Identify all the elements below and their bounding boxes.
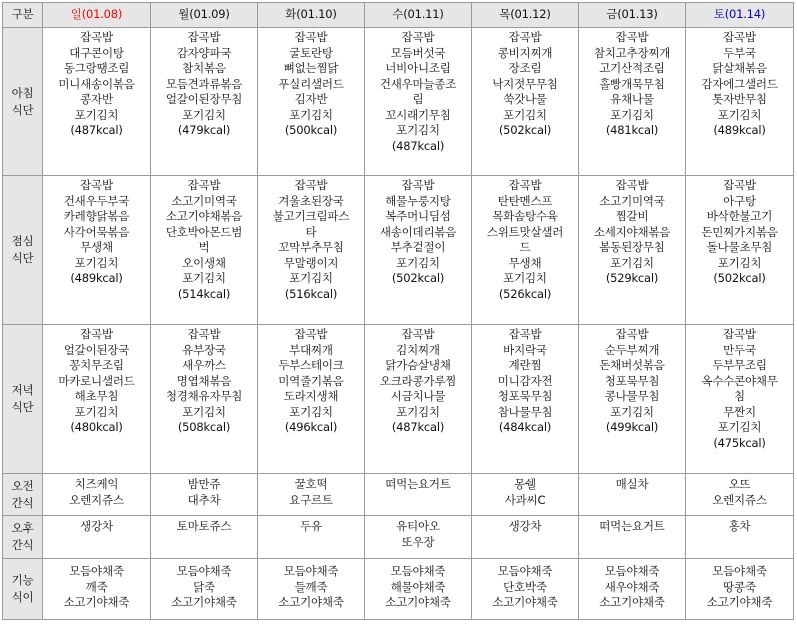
menu-item: (487kcal) xyxy=(391,420,445,434)
menu-item: 침 xyxy=(734,389,745,403)
menu-item: 청포묵무침 xyxy=(497,389,553,403)
menu-item: 대추차 xyxy=(187,492,221,507)
menu-item: 잡곡밥 xyxy=(294,327,328,341)
menu-item: 포기김치 xyxy=(717,107,762,122)
menu-item: 포기김치 xyxy=(74,404,119,419)
dinner-cell-thu xyxy=(472,325,579,474)
breakfast-category-label xyxy=(3,28,43,176)
menu-item: 청포묵무침 xyxy=(604,373,660,388)
dinner-row xyxy=(3,325,794,474)
menu-item: 미니새송이볶음 xyxy=(58,76,135,91)
weekly-menu-table xyxy=(2,2,794,620)
category-label-text xyxy=(8,478,38,512)
menu-item: 시금치나물 xyxy=(390,389,446,403)
menu-item: 건새우두부국 xyxy=(63,193,130,208)
menu-item: 참나물무침 xyxy=(497,404,553,419)
lunch-cell-sat xyxy=(686,176,794,325)
menu-item: 봄동된장무침 xyxy=(599,240,665,254)
breakfast-cell-tue xyxy=(258,28,365,176)
menu-item: 잡곡밥 xyxy=(401,178,435,192)
menu-item: 새송이데리볶음 xyxy=(379,224,457,239)
menu-item: 잡곡밥 xyxy=(294,178,328,192)
pmsnack-cell-sat xyxy=(686,516,794,559)
dinner-cell-fri xyxy=(579,325,686,474)
menu-item: 순두부찌개 xyxy=(604,342,660,357)
pmsnack-row xyxy=(3,516,794,559)
pmsnack-cell-thu xyxy=(472,516,579,559)
menu-item: 포기김치 xyxy=(503,271,547,285)
menu-item: 잡곡밥 xyxy=(294,30,328,44)
menu-item: 스위트맛살샐러 xyxy=(486,224,564,239)
menu-item: 명엽채볶음 xyxy=(176,373,232,388)
day-header-sat: 토(01.14) xyxy=(686,3,794,28)
category-label-text xyxy=(8,572,38,606)
menu-item: 소고기야채볶음 xyxy=(165,209,243,223)
day-header-sun: 일(01.08) xyxy=(43,3,151,28)
menu-item: 잡곡밥 xyxy=(723,327,756,341)
menu-item: 감자에그샐러드 xyxy=(701,76,778,91)
menu-item: (529kcal) xyxy=(605,271,659,285)
menu-item: 소고기야채죽 xyxy=(492,595,558,609)
menu-item: 포기김치 xyxy=(182,271,226,285)
menu-item: 잡곡밥 xyxy=(723,178,756,192)
menu-item: 단호박죽 xyxy=(503,579,547,594)
menu-item: 해물누룽지탕 xyxy=(385,193,451,208)
menu-item: 홀빵개묵무침 xyxy=(599,76,665,91)
day-header-wed: 수(01.11) xyxy=(365,3,472,28)
pmsnack-cell-tue xyxy=(258,516,365,559)
breakfast-cell-wed xyxy=(365,28,472,176)
menu-item: 오뜨 xyxy=(728,477,751,491)
menu-item: (526kcal) xyxy=(498,286,552,301)
menu-item: (496kcal) xyxy=(284,420,338,434)
menu-item: 포기김치 xyxy=(717,255,762,270)
menu-item: 돌나물초무침 xyxy=(706,240,773,254)
menu-item: 들깨죽 xyxy=(294,579,328,594)
menu-item: 포기김치 xyxy=(289,404,333,419)
menu-item: 푸실리샐러드 xyxy=(278,76,344,91)
menu-item: 포기김치 xyxy=(610,107,654,122)
special-cell-thu xyxy=(472,559,579,620)
menu-item: 치즈케익 xyxy=(74,477,119,491)
breakfast-cell-sat xyxy=(686,28,794,176)
menu-item: (502kcal) xyxy=(498,123,552,137)
menu-item: 모듬야채죽 xyxy=(69,564,124,578)
amsnack-row xyxy=(3,474,794,516)
lunch-cell-sun xyxy=(43,176,151,325)
weekly-menu-container xyxy=(2,2,794,620)
lunch-cell-mon xyxy=(151,176,258,325)
day-header-mon: 월(01.09) xyxy=(151,3,258,28)
menu-item: 굴토란탕 xyxy=(289,45,333,60)
category-label-line: 기능 xyxy=(11,573,34,587)
menu-item: 잡곡밥 xyxy=(80,327,113,341)
category-label-line: 아침 xyxy=(11,85,34,100)
menu-item: 꿀호떡 xyxy=(294,477,328,491)
menu-item: 참치고추장찌개 xyxy=(593,45,671,60)
menu-item: 잡곡밥 xyxy=(615,178,649,192)
dinner-cell-tue xyxy=(258,325,365,474)
category-label-text xyxy=(8,233,38,267)
dinner-cell-sun xyxy=(43,325,151,474)
menu-item: 두부무조림 xyxy=(712,358,767,372)
breakfast-cell-fri xyxy=(579,28,686,176)
dinner-category-label xyxy=(3,325,43,474)
menu-item: 매실차 xyxy=(615,477,649,491)
menu-item: 오이생채 xyxy=(182,255,226,270)
menu-item: 포기김치 xyxy=(396,123,440,137)
menu-item: 쑥갓나물 xyxy=(503,92,547,106)
menu-item: 미역줄기볶음 xyxy=(278,373,344,388)
menu-item: 해초무침 xyxy=(74,389,119,403)
menu-item: 아구탕 xyxy=(723,193,756,208)
menu-item: 타 xyxy=(305,224,317,239)
menu-item: 유티아오 xyxy=(396,519,440,533)
menu-item: 잡곡밥 xyxy=(187,178,221,192)
menu-item: 너비아니조림 xyxy=(385,61,451,75)
menu-item: 땅콩죽 xyxy=(723,579,756,594)
menu-item: 탄탄멘스프 xyxy=(497,193,553,208)
menu-item: 포기김치 xyxy=(74,255,119,270)
lunch-cell-wed xyxy=(365,176,472,325)
pmsnack-cell-mon xyxy=(151,516,258,559)
menu-item: 닭살채볶음 xyxy=(712,61,767,75)
menu-item: 소고기야채죽 xyxy=(63,595,130,609)
menu-item: 콩비지찌개 xyxy=(497,45,553,60)
day-header-tue: 화(01.10) xyxy=(258,3,365,28)
lunch-row xyxy=(3,176,794,325)
menu-item: 포기김치 xyxy=(289,107,333,122)
menu-item: 만두국 xyxy=(723,342,756,357)
menu-body xyxy=(3,28,794,620)
menu-item: 잡곡밥 xyxy=(615,30,649,44)
menu-item: 장조림 xyxy=(508,61,542,75)
menu-item: 건새우마늘종조 xyxy=(379,76,457,91)
menu-item: 감자양파국 xyxy=(176,45,232,60)
menu-item: 도라지생채 xyxy=(283,389,339,403)
amsnack-cell-sat xyxy=(686,474,794,516)
menu-item: (516kcal) xyxy=(284,286,338,301)
category-label-text xyxy=(8,85,38,119)
menu-item: 생강차 xyxy=(80,519,113,533)
menu-item: (487kcal) xyxy=(391,138,445,153)
breakfast-cell-sun xyxy=(43,28,151,176)
category-label-line: 식이 xyxy=(11,590,34,604)
special-cell-tue xyxy=(258,559,365,620)
menu-item: 동그랑땡조림 xyxy=(63,61,130,75)
menu-item: 잡곡밥 xyxy=(187,30,221,44)
menu-item: 잡곡밥 xyxy=(723,30,756,44)
amsnack-cell-tue xyxy=(258,474,365,516)
amsnack-category-label xyxy=(3,474,43,516)
menu-item: (489kcal) xyxy=(70,271,123,285)
menu-item: 참치볶음 xyxy=(182,61,226,75)
menu-item: 홍차 xyxy=(728,519,751,533)
menu-item: 모듬야채죽 xyxy=(176,564,232,578)
special-category-label xyxy=(3,559,43,620)
pmsnack-category-label xyxy=(3,516,43,559)
menu-item: 새우까스 xyxy=(182,358,226,372)
menu-item: 무생채 xyxy=(508,255,542,270)
menu-item: (502kcal) xyxy=(713,271,766,285)
special-cell-sat xyxy=(686,559,794,620)
amsnack-cell-wed xyxy=(365,474,472,516)
dinner-cell-wed xyxy=(365,325,472,474)
category-label-line: 점심 xyxy=(11,234,34,248)
menu-item: 사각어묵볶음 xyxy=(63,224,130,239)
menu-item: 소고기미역국 xyxy=(599,193,665,208)
menu-item: (514kcal) xyxy=(177,286,231,301)
menu-item: 돈민찌가지볶음 xyxy=(701,224,778,239)
menu-item: 포기김치 xyxy=(610,255,654,270)
menu-item: 림 xyxy=(412,92,424,106)
menu-item: 토마토쥬스 xyxy=(176,519,232,533)
menu-item: 톳자반무침 xyxy=(712,92,767,106)
menu-item: 포기김치 xyxy=(182,107,226,122)
menu-item: 콩자반 xyxy=(80,92,113,106)
menu-item: 소고기야채죽 xyxy=(385,595,451,609)
dinner-cell-sat xyxy=(686,325,794,474)
menu-item: 무말랭이지 xyxy=(283,255,339,270)
breakfast-row xyxy=(3,28,794,176)
menu-item: 소고기야채죽 xyxy=(278,595,344,609)
menu-item: 포기김치 xyxy=(396,404,440,419)
menu-item: 잡곡밥 xyxy=(508,30,542,44)
menu-item: 포기김치 xyxy=(74,107,119,122)
menu-item: 포기김치 xyxy=(717,420,762,434)
category-header: 구분 xyxy=(3,3,43,28)
menu-item: (500kcal) xyxy=(284,123,338,137)
menu-item: 벅 xyxy=(198,240,210,254)
menu-item: 청경채유자무침 xyxy=(165,389,243,403)
menu-item: 모듬버섯국 xyxy=(390,45,446,60)
menu-item: 얼갈이된장국 xyxy=(63,342,130,357)
menu-item: 두부스테이크 xyxy=(278,358,344,372)
amsnack-cell-sun xyxy=(43,474,151,516)
menu-item: 소세지야채볶음 xyxy=(593,224,671,239)
menu-item: 포기김치 xyxy=(396,255,440,270)
category-label-line: 간식 xyxy=(11,538,34,552)
menu-item: 잡곡밥 xyxy=(401,327,435,341)
menu-item: 모듬견과류볶음 xyxy=(165,76,243,91)
menu-item: 소고기야채죽 xyxy=(171,595,237,609)
breakfast-cell-thu xyxy=(472,28,579,176)
menu-item: 꽁치무조림 xyxy=(69,358,124,372)
menu-item: 김자반 xyxy=(294,92,328,106)
menu-item: 밤만쥬 xyxy=(187,477,221,491)
menu-item: 바지락국 xyxy=(503,342,547,357)
menu-item: 꼬막부추무침 xyxy=(278,240,344,254)
amsnack-cell-thu xyxy=(472,474,579,516)
menu-item: 부대찌개 xyxy=(289,342,333,357)
menu-item: 마카로니샐러드 xyxy=(58,373,135,388)
menu-item: 포기김치 xyxy=(182,404,226,419)
day-header-thu: 목(01.12) xyxy=(472,3,579,28)
header-row xyxy=(3,3,794,28)
menu-item: (502kcal) xyxy=(391,271,445,285)
menu-item: 불고기크림파스 xyxy=(272,209,350,223)
menu-item: 포기김치 xyxy=(503,107,547,122)
menu-item: 잡곡밥 xyxy=(80,178,113,192)
menu-item: 카레향닭볶음 xyxy=(63,209,130,223)
menu-item: 잡곡밥 xyxy=(187,327,221,341)
menu-item: 두부국 xyxy=(723,45,756,60)
menu-item: 새우야채죽 xyxy=(604,579,660,594)
menu-item: 해물야채죽 xyxy=(390,579,446,594)
category-label-line: 식단 xyxy=(11,251,34,265)
category-label-text xyxy=(8,382,38,416)
menu-item: 소고기미역국 xyxy=(171,193,237,208)
menu-item: 옥수수콘야채무 xyxy=(701,373,778,388)
menu-item: 모듬야채죽 xyxy=(283,564,339,578)
menu-item: 잡곡밥 xyxy=(401,30,435,44)
menu-item: 잡곡밥 xyxy=(615,327,649,341)
menu-item: 목화솜탕수육 xyxy=(492,209,558,223)
category-label-text xyxy=(8,520,38,554)
category-label-line: 오후 xyxy=(11,521,34,535)
menu-item: 콩나물무침 xyxy=(604,389,660,403)
menu-item: 유채나물 xyxy=(610,92,654,106)
menu-item: 꼬시래기무침 xyxy=(385,107,451,122)
menu-item: 겨울초된장국 xyxy=(278,193,344,208)
breakfast-cell-mon xyxy=(151,28,258,176)
menu-item: 닭죽 xyxy=(193,579,215,594)
menu-item: (480kcal) xyxy=(70,420,123,434)
category-label-line: 간식 xyxy=(11,495,34,510)
menu-item: 단호박아몬드범 xyxy=(165,224,243,239)
category-label-line: 식단 xyxy=(11,400,34,414)
amsnack-cell-fri xyxy=(579,474,686,516)
menu-item: 김치찌개 xyxy=(396,342,440,357)
menu-item: 소고기야채죽 xyxy=(599,595,665,609)
menu-item: 모듬야채죽 xyxy=(712,564,767,578)
menu-item: 계란찜 xyxy=(508,358,542,372)
menu-item: 낙지젓무무침 xyxy=(492,76,558,91)
menu-item: 뼈없는찜닭 xyxy=(283,61,339,75)
menu-item: 무생채 xyxy=(80,240,113,254)
special-row xyxy=(3,559,794,620)
menu-item: 모듬야채죽 xyxy=(604,564,660,578)
menu-item: 두유 xyxy=(300,519,322,533)
pmsnack-cell-sun xyxy=(43,516,151,559)
menu-item: 생강차 xyxy=(508,519,542,533)
menu-item: (487kcal) xyxy=(70,123,123,137)
special-cell-wed xyxy=(365,559,472,620)
menu-item: 몽쉘 xyxy=(514,477,536,491)
menu-item: 떠먹는요거트 xyxy=(385,477,451,491)
menu-item: 돈채버섯볶음 xyxy=(599,358,665,372)
dinner-cell-mon xyxy=(151,325,258,474)
pmsnack-cell-wed xyxy=(365,516,472,559)
menu-item: 잡곡밥 xyxy=(508,327,542,341)
lunch-category-label xyxy=(3,176,43,325)
menu-item: 대구콘이탕 xyxy=(69,45,124,60)
menu-item: 떠먹는요거트 xyxy=(599,519,665,533)
lunch-cell-thu xyxy=(472,176,579,325)
menu-item: 바삭한불고기 xyxy=(706,209,773,223)
menu-item: 닭가슴살냉채 xyxy=(385,358,451,372)
category-label-line: 식단 xyxy=(11,102,34,117)
menu-item: 포기김치 xyxy=(610,404,654,419)
menu-item: 유부장국 xyxy=(182,342,226,357)
menu-item: 소고기야채죽 xyxy=(706,595,773,609)
menu-item: 얼갈이된장무침 xyxy=(165,92,243,106)
special-cell-sun xyxy=(43,559,151,620)
menu-item: (475kcal) xyxy=(713,435,766,450)
category-label-line: 저녁 xyxy=(11,383,34,397)
menu-item: 모듬야채죽 xyxy=(497,564,553,578)
menu-item: (508kcal) xyxy=(177,420,231,434)
menu-item: (484kcal) xyxy=(498,420,552,434)
menu-item: 무짠지 xyxy=(723,404,756,419)
menu-item: 미니감자전 xyxy=(497,373,553,388)
menu-item: 사과씨C xyxy=(504,492,546,507)
lunch-cell-fri xyxy=(579,176,686,325)
menu-item: 부추겉절이 xyxy=(390,240,446,254)
menu-item: 오렌지쥬스 xyxy=(712,492,767,507)
menu-item: (489kcal) xyxy=(713,123,766,137)
lunch-cell-tue xyxy=(258,176,365,325)
menu-item: 오크라콩가루찜 xyxy=(379,373,457,388)
menu-item: 포기김치 xyxy=(289,271,333,285)
menu-item: 찜갈비 xyxy=(615,209,649,223)
menu-item: (499kcal) xyxy=(605,420,659,434)
menu-item: 복주머니딤섬 xyxy=(385,209,451,223)
pmsnack-cell-fri xyxy=(579,516,686,559)
menu-item: (479kcal) xyxy=(177,123,231,137)
menu-item: 요구르트 xyxy=(289,492,333,507)
menu-item: 또우장 xyxy=(401,534,435,549)
amsnack-cell-mon xyxy=(151,474,258,516)
special-cell-fri xyxy=(579,559,686,620)
menu-item: 오렌지쥬스 xyxy=(69,492,124,507)
special-cell-mon xyxy=(151,559,258,620)
menu-item: 잡곡밥 xyxy=(80,30,113,44)
menu-item: 드 xyxy=(519,240,531,254)
menu-item: 모듬야채죽 xyxy=(390,564,446,578)
category-label-line: 오전 xyxy=(11,478,34,493)
menu-item: 고기산적조림 xyxy=(599,61,665,75)
menu-item: 잡곡밥 xyxy=(508,178,542,192)
menu-item: 깨죽 xyxy=(85,579,108,594)
menu-item: (481kcal) xyxy=(605,123,659,137)
day-header-fri: 금(01.13) xyxy=(579,3,686,28)
